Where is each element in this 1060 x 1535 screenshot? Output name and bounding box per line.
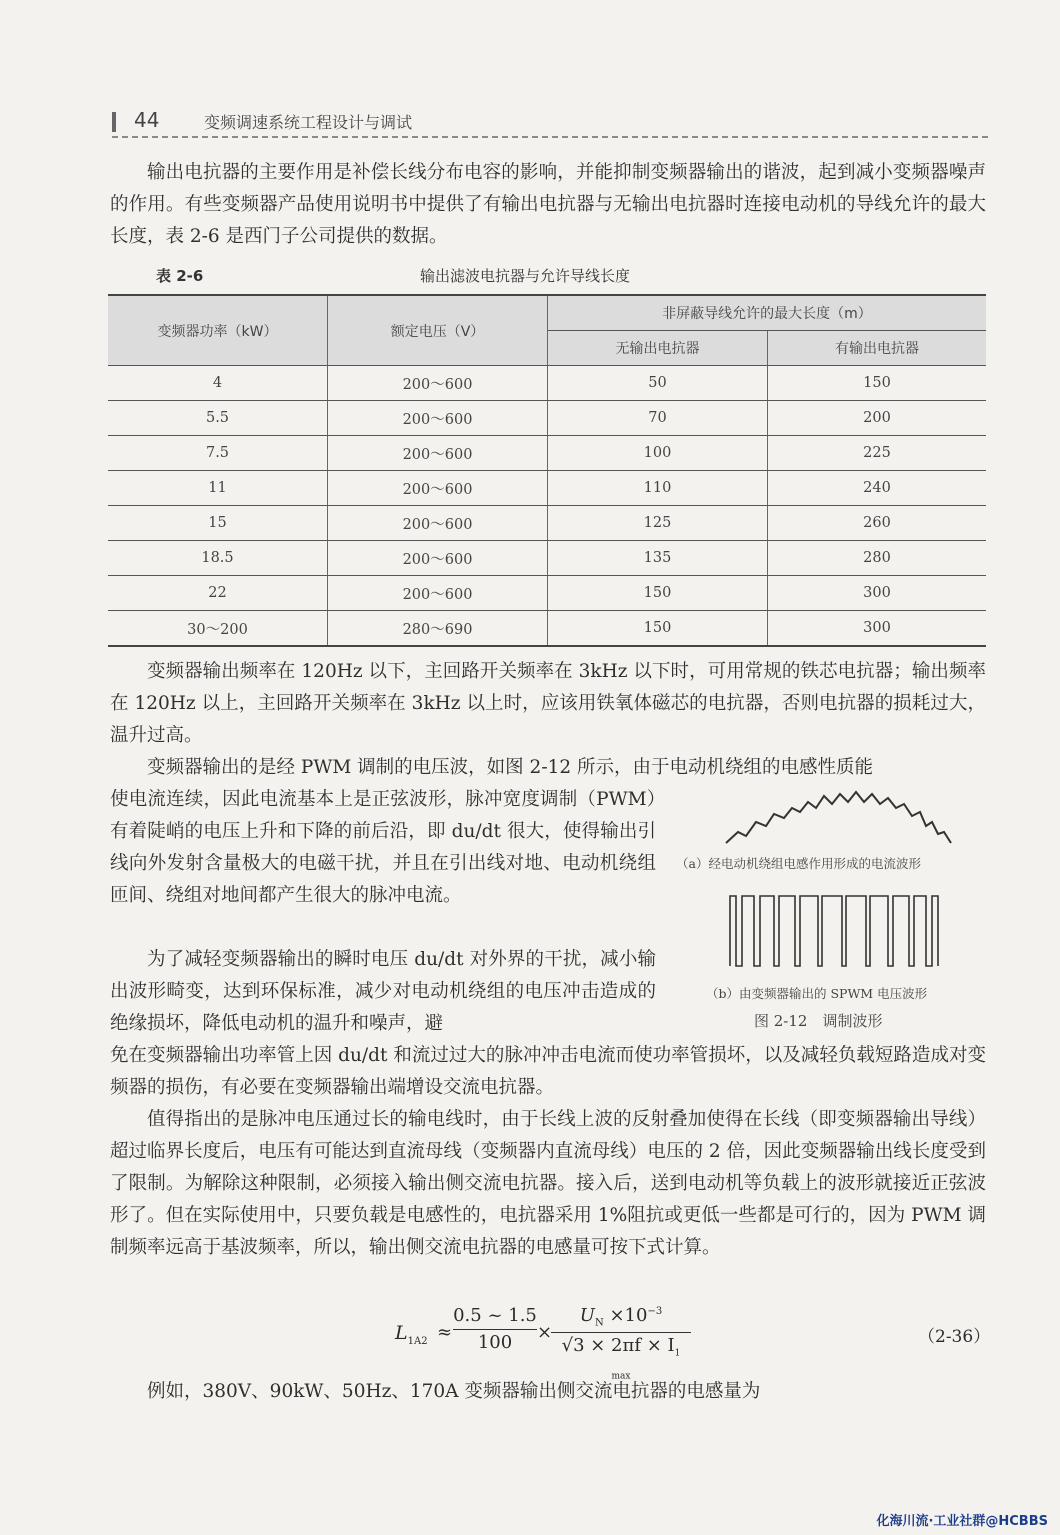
cell-with: 300 bbox=[768, 611, 987, 647]
cell-voltage: 200～600 bbox=[328, 541, 548, 576]
cell-power: 18.5 bbox=[108, 541, 328, 576]
eq-times: × bbox=[537, 1322, 553, 1343]
table-row bbox=[108, 366, 986, 401]
cell-power: 30～200 bbox=[108, 611, 328, 647]
eq-approx: ≈ bbox=[437, 1322, 453, 1343]
cell-power: 5.5 bbox=[108, 401, 328, 436]
paragraph-6: 例如，380V、90kW、50Hz、170A 变频器输出侧交流电抗器的电感量为 bbox=[147, 1381, 761, 1402]
paragraph-2: 变频器输出频率在 120Hz 以下，主回路开关频率在 3kHz 以下时，可用常规的铁芯电抗器；输出频率在 120Hz 以上，主回路开关频率在 3kHz 以上时，应该用铁氧体磁芯的电抗器，否则电抗器的损耗过大，温升过高。 bbox=[110, 661, 986, 746]
book-title: 变频调速系统工程设计与调试 bbox=[204, 113, 413, 132]
header-power: 变频器功率（kW） bbox=[108, 295, 328, 366]
cell-with: 260 bbox=[768, 506, 987, 541]
table-row bbox=[108, 471, 986, 506]
cell-power: 15 bbox=[108, 506, 328, 541]
eq-den1: 100 bbox=[453, 1329, 537, 1353]
paragraph-1: 输出电抗器的主要作用是补偿长线分布电容的影响，并能抑制变频器输出的谐波，起到减小变频器噪声的作用。有些变频器产品使用说明书中提供了有输出电抗器与无输出电抗器时连接电动机的导线允许的最大长度，表 2-6 是西门子公司提供的数据。 bbox=[110, 162, 986, 247]
page-number: 44 bbox=[134, 108, 160, 132]
table-row bbox=[108, 506, 986, 541]
cell-without: 110 bbox=[548, 471, 768, 506]
cell-voltage: 200～600 bbox=[328, 401, 548, 436]
data-table bbox=[108, 294, 986, 647]
eq-frac1 bbox=[453, 1305, 537, 1353]
cell-without: 125 bbox=[548, 506, 768, 541]
header-voltage: 额定电压（V） bbox=[328, 295, 548, 366]
paragraph-3-rest: 使电流连续，因此电流基本上是正弦波形，脉冲宽度调制（PWM）有着陡峭的电压上升和下降的前后沿，即 du/dt 很大，使得输出引线向外发射含量极大的电磁干扰，并且在引出线对地、电动机绕组匝间、绕组对地间都产生很大的脉冲电流。 bbox=[110, 789, 656, 906]
cell-voltage: 200～600 bbox=[328, 471, 548, 506]
cell-with: 225 bbox=[768, 436, 987, 471]
header-bar bbox=[112, 112, 116, 132]
cell-power: 4 bbox=[108, 366, 328, 401]
cell-without: 100 bbox=[548, 436, 768, 471]
eq-den2: $√3 \times 2\pi f \times I_{1 max}$ bbox=[551, 1332, 691, 1382]
cell-power: 7.5 bbox=[108, 436, 328, 471]
paragraph-3-line-1: 变频器输出的是经 PWM 调制的电压波，如图 2-12 所示，由于电动机绕组的电感性质能 bbox=[147, 757, 873, 778]
cell-without: 150 bbox=[548, 576, 768, 611]
equation-2-36 bbox=[395, 1300, 995, 1382]
eq-num1: 0.5 ~ 1.5 bbox=[453, 1305, 537, 1326]
cell-with: 200 bbox=[768, 401, 987, 436]
header-with: 有输出电抗器 bbox=[768, 331, 987, 366]
table-title: 输出滤波电抗器与允许导线长度 bbox=[420, 267, 631, 285]
table-row bbox=[108, 401, 986, 436]
table-row bbox=[108, 611, 986, 647]
cell-with: 280 bbox=[768, 541, 987, 576]
header-group: 非屏蔽导线允许的最大长度（m） bbox=[548, 295, 987, 331]
header-without: 无输出电抗器 bbox=[548, 331, 768, 366]
waveform-figure bbox=[676, 780, 986, 980]
figure-2-12 bbox=[676, 780, 986, 1040]
pwm-voltage-waveform-b bbox=[730, 896, 938, 966]
cell-without: 150 bbox=[548, 611, 768, 647]
eq-lhs: $L_{1A2}$ bbox=[395, 1322, 428, 1347]
figure-caption-b: （b）由变频器输出的 SPWM 电压波形 bbox=[706, 986, 928, 1001]
table-row bbox=[108, 541, 986, 576]
equation-number: （2-36） bbox=[918, 1327, 991, 1347]
eq-frac2 bbox=[551, 1305, 691, 1382]
cell-voltage: 200～600 bbox=[328, 576, 548, 611]
cell-power: 11 bbox=[108, 471, 328, 506]
cell-with: 240 bbox=[768, 471, 987, 506]
figure-caption-a: （a）经电动机绕组电感作用形成的电流波形 bbox=[676, 856, 921, 871]
paragraph-4-wide: 免在变频器输出功率管上因 du/dt 和流过过大的脉冲冲击电流而使功率管损坏，以及减轻负载短路造成对变频器的损伤，有必要在变频器输出端增设交流电抗器。 bbox=[110, 1045, 986, 1098]
cell-voltage: 200～600 bbox=[328, 366, 548, 401]
table-caption: 表 2-6 bbox=[156, 267, 204, 285]
cell-without: 70 bbox=[548, 401, 768, 436]
cell-with: 300 bbox=[768, 576, 987, 611]
table-row bbox=[108, 576, 986, 611]
cell-power: 22 bbox=[108, 576, 328, 611]
cell-without: 50 bbox=[548, 366, 768, 401]
eq-num2: $U_N \times 10^{-3}$ bbox=[579, 1305, 663, 1329]
watermark: 化海川流·工业社群@HCBBS bbox=[876, 1514, 1048, 1529]
paragraph-4-narrow: 为了减轻变频器输出的瞬时电压 du/dt 对外界的干扰，减小输出波形畸变，达到环保标准，减少对电动机绕组的电压冲击造成的绝缘损坏，降低电动机的温升和噪声，避 bbox=[110, 949, 656, 1034]
table-row bbox=[108, 436, 986, 471]
paragraph-5: 值得指出的是脉冲电压通过长的输电线时，由于长线上波的反射叠加使得在长线（即变频器输出导线）超过临界长度后，电压有可能达到直流母线（变频器内直流母线）电压的 2 倍，因此变频器输出线长度受到了限制。为解除这种限制，必须接入输出侧交流电抗器。接入后，送到电动机等负载上的波形就接近正弦波形了。但在实际使用中，只要负载是电感性的，电抗器采用 1%阻抗或更低一些都是可行的，因为 PWM 调制频率远高于基波频率，所以，输出侧交流电抗器的电感量可按下式计算。 bbox=[110, 1109, 986, 1258]
cell-without: 135 bbox=[548, 541, 768, 576]
cell-with: 150 bbox=[768, 366, 987, 401]
current-waveform-a bbox=[726, 792, 951, 843]
cell-voltage: 200～600 bbox=[328, 506, 548, 541]
cell-voltage: 200～600 bbox=[328, 436, 548, 471]
figure-title: 图 2-12 调制波形 bbox=[754, 1012, 883, 1030]
page-header bbox=[112, 106, 988, 138]
cell-voltage: 280～690 bbox=[328, 611, 548, 647]
